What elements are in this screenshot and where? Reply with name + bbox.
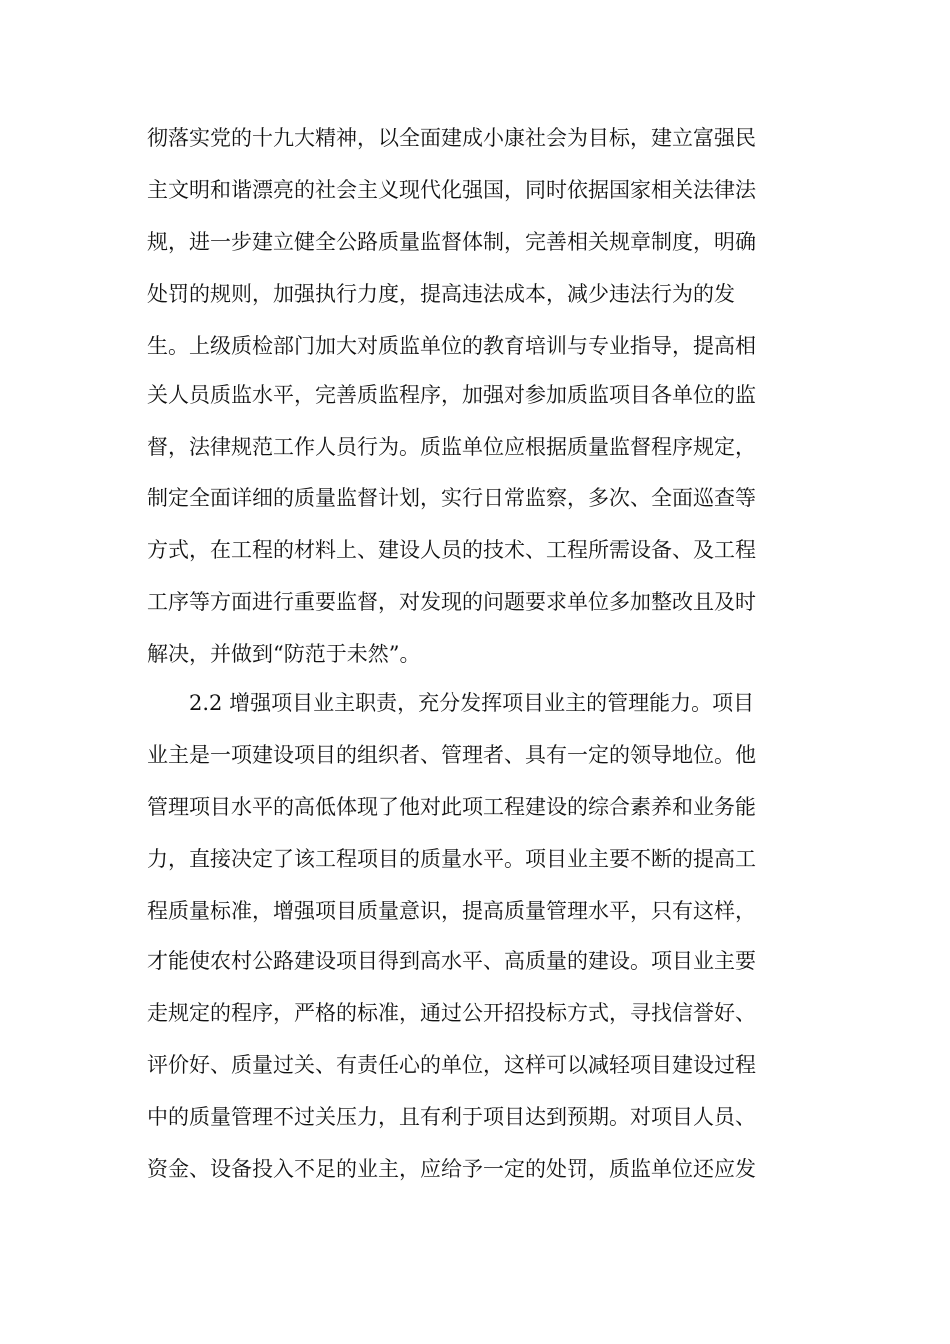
paragraph-1-line-9: 方式，在工程的材料上、建设人员的技术、工程所需设备、及工程: [147, 538, 756, 562]
paragraph-2-line-1: 2.2 增强项目业主职责，充分发挥项目业主的管理能力。项目: [189, 691, 755, 715]
paragraph-1-line-6: 关人员质监水平，完善质监程序，加强对参加质监项目各单位的监: [147, 383, 756, 407]
paragraph-2-line-3: 管理项目水平的高低体现了他对此项工程建设的综合素养和业务能: [147, 795, 756, 819]
paragraph-2-line-4: 力，直接决定了该工程项目的质量水平。项目业主要不断的提高工: [147, 847, 756, 871]
paragraph-1-line-3: 规，进一步建立健全公路质量监督体制，完善相关规章制度，明确: [147, 230, 756, 254]
paragraph-1-line-8: 制定全面详细的质量监督计划，实行日常监察，多次、全面巡查等: [147, 486, 756, 510]
paragraph-2-line-2: 业主是一项建设项目的组织者、管理者、具有一定的领导地位。他: [147, 743, 756, 767]
paragraph-2-line-9: 中的质量管理不过关压力，且有利于项目达到预期。对项目人员、: [147, 1105, 756, 1129]
paragraph-2-line-10: 资金、设备投入不足的业主，应给予一定的处罚，质监单位还应发: [147, 1157, 756, 1181]
paragraph-2-line-8: 评价好、质量过关、有责任心的单位，这样可以减轻项目建设过程: [147, 1053, 756, 1077]
paragraph-1-line-7: 督，法律规范工作人员行为。质监单位应根据质量监督程序规定，: [147, 435, 756, 459]
paragraph-1-line-11: 解决，并做到“防范于未然”。: [147, 642, 421, 666]
paragraph-1-line-1: 彻落实党的十九大精神，以全面建成小康社会为目标，建立富强民: [147, 126, 756, 150]
paragraph-1-line-5: 生。上级质检部门加大对质监单位的教育培训与专业指导，提高相: [147, 334, 756, 358]
paragraph-2-line-5: 程质量标准，增强项目质量意识，提高质量管理水平，只有这样，: [147, 899, 756, 923]
paragraph-1-line-4: 处罚的规则，加强执行力度，提高违法成本，减少违法行为的发: [147, 282, 735, 306]
paragraph-2-line-7: 走规定的程序，严格的标准，通过公开招投标方式，寻找信誉好、: [147, 1001, 756, 1025]
paragraph-1-line-2: 主文明和谐漂亮的社会主义现代化强国，同时依据国家相关法律法: [147, 178, 756, 202]
paragraph-2-line-6: 才能使农村公路建设项目得到高水平、高质量的建设。项目业主要: [147, 949, 756, 973]
paragraph-1-line-10: 工序等方面进行重要监督，对发现的问题要求单位多加整改且及时: [147, 590, 756, 614]
